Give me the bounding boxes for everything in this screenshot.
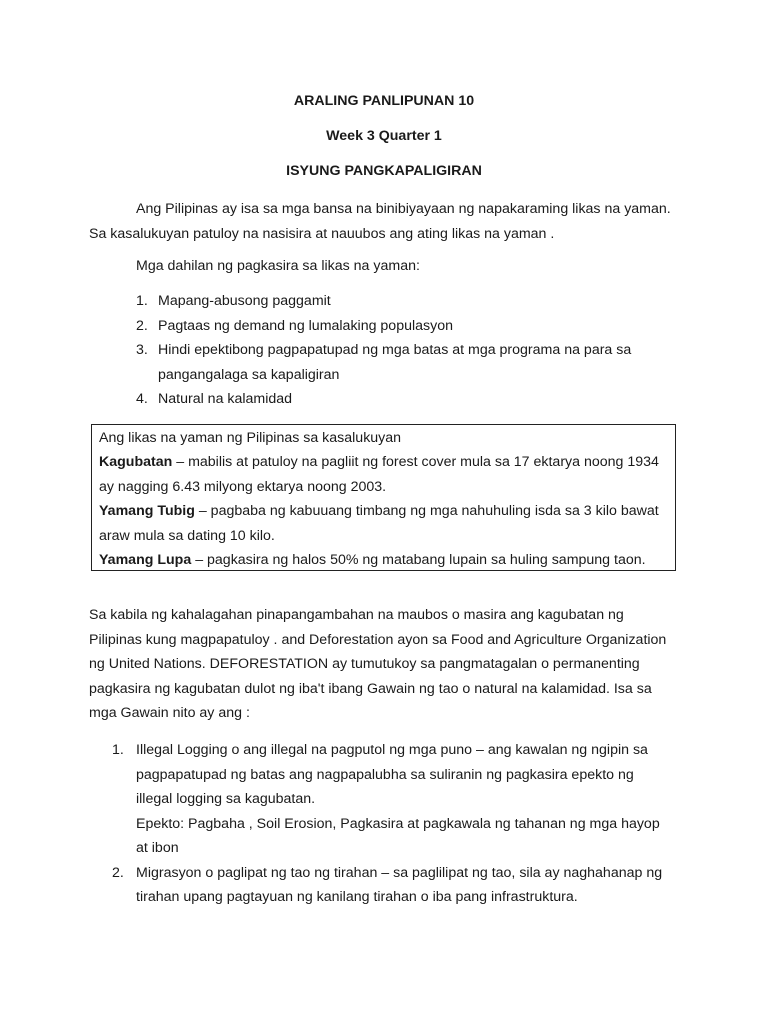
list-item [112,861,672,910]
box-item [99,499,668,548]
list-item [136,338,676,387]
list-number: 2. [112,864,124,881]
box-item-term: Yamang Lupa [99,552,192,569]
week-label: Week 3 Quarter 1 [326,128,442,144]
box-item-term: Kagubatan [99,454,173,471]
list-text: Pagtaas ng demand ng lumalaking populasyon [158,317,453,334]
list-number: 2. [136,317,148,334]
box-item [99,548,668,572]
activities-list [112,738,672,910]
box-item-text: – pagbaba ng kabuuang timbang ng mga nahuhuling isda sa 3 kilo bawat araw mula sa dating 10 kilo. [99,503,659,544]
resources-box [91,424,676,571]
list-item [136,387,676,412]
list-text: Natural na kalamidad [158,391,293,407]
box-item-text: – pagkasira ng halos 50% ng matabang lupain sa huling sampung taon. [191,552,646,569]
effect-text: Epekto: Pagbaha , Soil Erosion, Pagkasira at pagkawala ng tahanan ng mga hayop at ibon [136,815,660,856]
box-heading: Ang likas na yaman ng Pilipinas sa kasalukuyan [99,430,402,446]
subject-title: ARALING PANLIPUNAN 10 [293,93,475,109]
list-text: Hindi epektibong pagpapatupad ng mga batas at mga programa na para sa pangangalaga sa kapaligiran [158,342,632,383]
list-item [136,314,676,339]
list-number: 1. [112,742,124,758]
causes-list [136,289,676,412]
list-text: Mapang-abusong paggamit [158,293,331,309]
deforestation-paragraph: Sa kabila ng kahalagahan pinapangambahan na maubos o masira ang kagubatan ng Pilipinas kung magpapatuloy . and Deforestation ayon sa Food and Agriculture Organization ng United Nations. DEFORESTATION ay tumutukoy sa pangmatagalan o permanenting pagkasira ng kagubatan dulot ng iba't ibang Gawain ng tao o natural na kalamidad. Isa sa mga Gawain nito ay ang : [89,607,667,721]
topic-title: ISYUNG PANGKAPALIGIRAN [286,163,482,179]
list-item [112,738,672,861]
intro-paragraph: Ang Pilipinas ay isa sa mga bansa na binibiyayaan ng napakaraming likas na yaman. Sa kasalukuyan patuloy na nasisira at nauubos ang ating likas na yaman . [89,201,671,242]
list-number: 1. [136,293,148,309]
causes-intro: Mga dahilan ng pagkasira sa likas na yaman: [136,258,420,274]
list-number: 4. [136,391,148,407]
list-item [136,289,676,314]
list-text: Illegal Logging o ang illegal na pagputol ng mga puno – ang kawalan ng ngipin sa pagpapatupad ng batas ang nagpapalubha sa suliranin ng pagkasira epekto ng illegal logging sa kagubatan. [136,742,648,807]
box-item [99,450,668,499]
box-item-text: – mabilis at patuloy na pagliit ng forest cover mula sa 17 ektarya noong 1934 ay nagging 6.43 milyong ektarya noong 2003. [99,454,659,495]
list-number: 3. [136,342,148,358]
list-text: Migrasyon o paglipat ng tao ng tirahan – sa paglilipat ng tao, sila ay naghahanap ng tirahan upang pagtayuan ng kanilang tirahan o iba pang infrastruktura. [136,864,663,905]
box-item-term: Yamang Tubig [99,503,195,520]
